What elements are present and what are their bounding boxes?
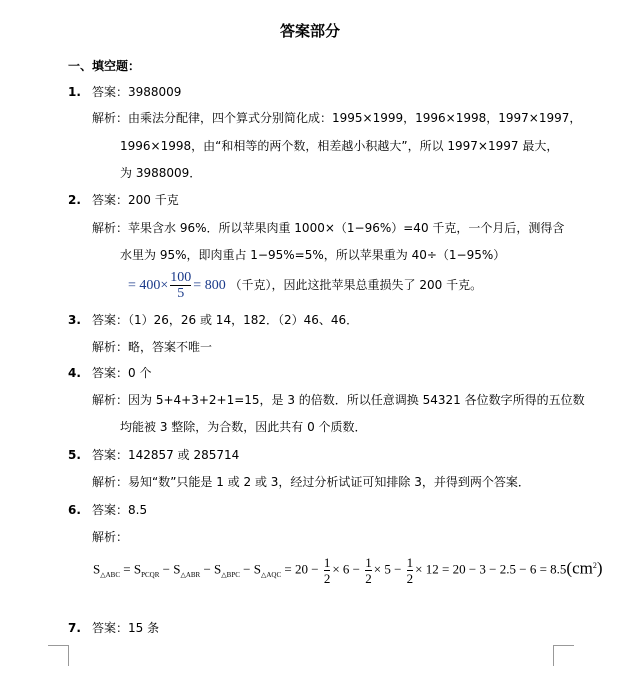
page-title: 答案部分	[279, 22, 340, 40]
numerator: 1	[406, 555, 414, 570]
formula-part: = 400×	[128, 278, 169, 293]
page-corner-mark	[48, 645, 69, 666]
q6-formula	[93, 555, 603, 586]
q7-answer: 答案：15 条	[92, 621, 160, 635]
q1-analysis-line: 为 3988009．	[120, 166, 202, 180]
subscript: △ABC	[100, 571, 121, 580]
q1-analysis: 解析：由乘法分配律，四个算式分别简化成：1995×1999，1996×1998，1997×1997，	[92, 111, 582, 125]
q2-formula	[128, 270, 482, 301]
q4-analysis: 解析：因为 5+4+3+2+1=15，是 3 的倍数．所以任意调换 54321 各位数字所得的五位数	[92, 393, 585, 407]
fraction	[407, 555, 414, 586]
q1-number: 1.	[68, 85, 81, 99]
q6-analysis: 解析：	[92, 530, 129, 544]
q3-analysis: 解析：略，答案不唯一	[92, 340, 213, 354]
formula-part: × 12 = 20 − 3 − 2.5 − 6 = 8.5	[415, 561, 567, 577]
subscript: △AQC	[260, 571, 282, 580]
q3-answer: 答案：（1）26，26 或 14，182．（2）46、46．	[92, 313, 359, 327]
q3-number: 3.	[68, 313, 81, 327]
formula-part: = S	[120, 561, 142, 577]
q4-analysis-line: 均能被 3 整除，为合数，因此共有 0 个质数．	[120, 420, 367, 434]
formula-part: = 800	[193, 278, 226, 293]
q1-answer: 答案：3988009	[92, 85, 182, 99]
q4-number: 4.	[68, 366, 81, 380]
numerator: 100	[170, 270, 192, 285]
q2-analysis-line: 水里为 95%，即肉重占 1−95%=5%，所以苹果重为 40÷（1−95%）	[120, 248, 506, 262]
formula-part: S	[93, 561, 101, 577]
subscript: △BPC	[221, 571, 240, 580]
denominator: 2	[365, 571, 372, 586]
section-heading: 一、填空题：	[68, 59, 141, 73]
q2-answer: 答案：200 千克	[92, 193, 179, 207]
superscript: 2	[592, 561, 597, 571]
q5-number: 5.	[68, 448, 81, 462]
page-corner-mark	[553, 645, 574, 666]
numerator: 1	[323, 555, 331, 570]
formula-part: = 20 −	[281, 561, 322, 577]
q6-answer: 答案：8.5	[92, 503, 148, 517]
subscript: PCQR	[141, 571, 160, 580]
formula-part: (cm	[566, 558, 593, 578]
q2-analysis: 解析：苹果含水 96%．所以苹果肉重 1000×（1−96%）=40 千克，一个月后，测得含	[92, 221, 565, 235]
denominator: 2	[406, 571, 414, 586]
subscript: △ABR	[180, 571, 201, 580]
fraction	[365, 555, 372, 586]
denominator: 5	[177, 286, 185, 301]
fraction	[170, 270, 191, 301]
q5-answer: 答案：142857 或 285714	[92, 448, 240, 462]
q6-number: 6.	[68, 503, 81, 517]
numerator: 1	[365, 555, 372, 570]
formula-part: × 5 −	[373, 561, 405, 577]
q7-number: 7.	[68, 621, 81, 635]
q5-analysis: 解析：易知“数”只能是 1 或 2 或 3，经过分析试证可知排除 3，并得到两个答案．	[92, 475, 530, 489]
fraction	[324, 555, 331, 586]
formula-part: )	[596, 558, 603, 578]
formula-part: × 6 −	[332, 561, 364, 577]
formula-tail: （千克），因此这批苹果总重损失了 200 千克。	[229, 278, 483, 292]
formula-part: − S	[200, 561, 222, 577]
q4-answer: 答案：0 个	[92, 366, 152, 380]
denominator: 2	[323, 571, 331, 586]
formula-part: − S	[239, 561, 261, 577]
q2-number: 2.	[68, 193, 81, 207]
q1-analysis-line: 1996×1998，由“和相等的两个数，相差越小积越大”，所以 1997×1997 最大，	[120, 139, 559, 153]
formula-part: − S	[159, 561, 181, 577]
